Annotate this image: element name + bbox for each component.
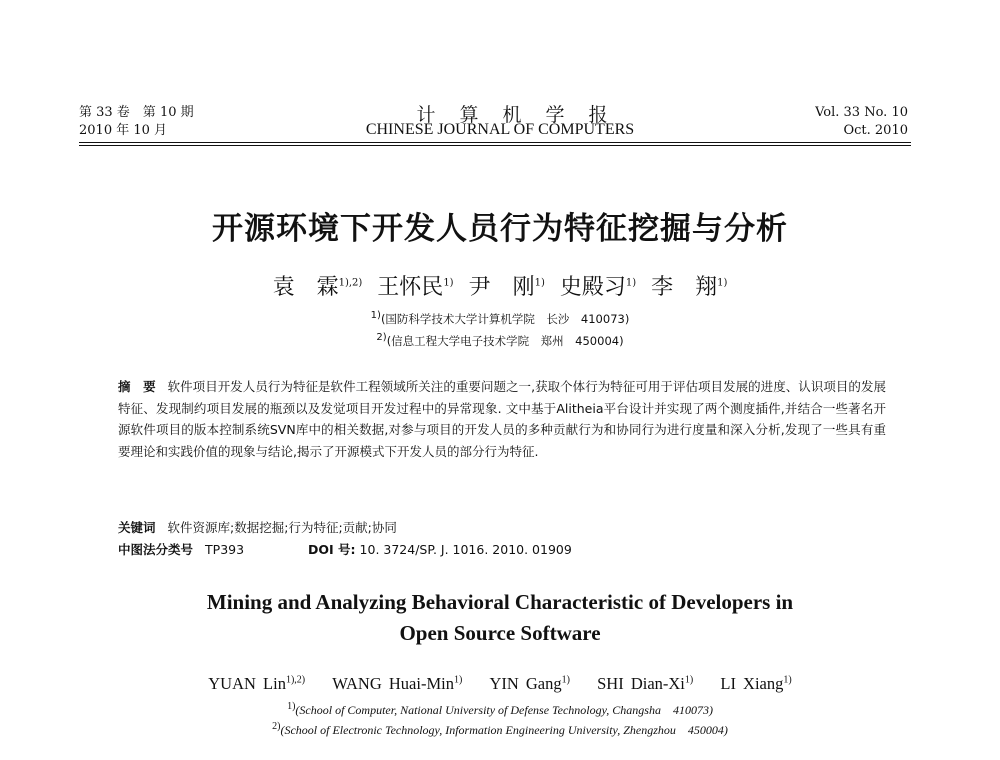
journal-title-en: CHINESE JOURNAL OF COMPUTERS (365, 121, 635, 138)
author-cn: 袁 霖$^{1),2)}$ (272, 275, 363, 300)
author-list-en (0, 674, 1000, 694)
journal-title-cn: 计算机学报 (416, 104, 632, 126)
volume-issue-cn: 第 33 卷 第 10 期 (79, 105, 194, 120)
author-en: LI Xiang$^{1)}$ (720, 674, 792, 693)
author-en: WANG Huai-Min$^{1)}$ (332, 674, 463, 693)
paper-title-en-line1: Mining and Analyzing Behavioral Characteristic of Developers in (206, 590, 794, 614)
classification-label: 中图法分类号 (118, 542, 194, 557)
header-rule-top (79, 142, 911, 143)
affiliation-cn-2: $^{2)}$(信息工程大学电子技术学院 郑州 450004) (376, 332, 624, 348)
date-cn: 2010 年 10 月 (79, 123, 168, 138)
author-cn: 尹 刚$^{1)}$ (468, 275, 545, 300)
abstract-label: 摘 要 (118, 379, 156, 394)
author-cn: 李 翔$^{1)}$ (651, 275, 728, 300)
header-rule-bottom (79, 145, 911, 146)
author-en: SHI Dian-Xi$^{1)}$ (597, 674, 694, 693)
paper-title-en (0, 587, 1000, 649)
affiliation-cn-1: $^{1)}$(国防科学技术大学计算机学院 长沙 410073) (370, 310, 630, 326)
paper-title-en-line2: Open Source Software (399, 621, 601, 645)
author-list-cn (0, 270, 1000, 301)
author-en: YIN Gang$^{1)}$ (489, 674, 570, 693)
doi-value: 10. 3724/SP. J. 1016. 2010. 01909 (359, 542, 572, 557)
abstract-text: 软件项目开发人员行为特征是软件工程领域所关注的重要问题之一,获取个体行为特征可用于评估项目发展的进度、认识项目的发展特征、发现制约项目发展的瓶颈以及发觉项目开发过程中的异常现象. 文中基于Alitheia平台设计并实现了两个测度插件,并结合一些著名开源软件项目的版本控制系统SVN库中的相关数据,对参与项目的开发人员的多种贡献行为和协同行为进行度量和深入分析,发现了一些具有重要理论和实践价值的现象与结论,揭示了开源模式下开发人员的部分行为特征. (118, 379, 886, 459)
keywords-text: 软件资源库;数据挖掘;行为特征;贡献;协同 (167, 520, 397, 535)
keywords-label: 关键词 (118, 520, 156, 535)
keywords-cn (118, 518, 397, 536)
author-cn: 史殿习$^{1)}$ (559, 275, 637, 300)
volume-issue-en: Vol. 33 No. 10 (815, 105, 908, 120)
date-en: Oct. 2010 (843, 123, 908, 138)
doi-label: DOI 号: (308, 542, 356, 557)
classification-line (118, 540, 572, 558)
classification-value: TP393 (205, 542, 245, 557)
affiliation-en-1: $^{1)}$(School of Computer, National University of Defense Technology, Changsha 410073) (287, 701, 713, 717)
author-cn: 王怀民$^{1)}$ (377, 275, 454, 300)
affiliation-en-2: $^{2)}$(School of Electronic Technology, Information Engineering University, Zhengzhou 450004) (272, 721, 728, 737)
paper-title-cn: 开源环境下开发人员行为特征挖掘与分析 (212, 211, 788, 247)
author-en: YUAN Lin$^{1),2)}$ (208, 674, 306, 693)
abstract-cn (118, 376, 886, 462)
